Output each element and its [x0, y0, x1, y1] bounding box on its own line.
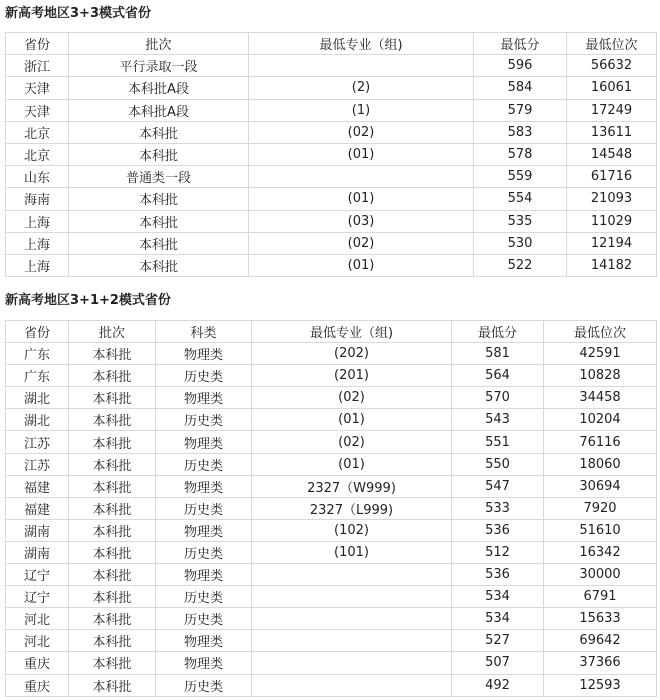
- table-cell: 广东: [6, 365, 69, 387]
- table-cell: 天津: [6, 99, 69, 121]
- table-3-3-provinces: [5, 32, 657, 277]
- table-cell: 本科批: [69, 475, 156, 497]
- table-cell: 福建: [6, 475, 69, 497]
- table-cell: 7920: [544, 497, 657, 519]
- table-cell: 物理类: [156, 652, 252, 674]
- table-row: [6, 630, 657, 652]
- table-cell: 河北: [6, 630, 69, 652]
- table-cell: 本科批: [69, 254, 249, 276]
- table-cell: [252, 630, 452, 652]
- table-cell: (202): [252, 343, 452, 365]
- table-cell: 42591: [544, 343, 657, 365]
- table-row: [6, 497, 657, 519]
- table-cell: (2): [249, 77, 474, 99]
- column-header: 批次: [69, 33, 249, 55]
- section-title-3-1-2: 新高考地区3+1+2模式省份: [5, 293, 171, 308]
- table-cell: 历史类: [156, 409, 252, 431]
- table-cell: 广东: [6, 343, 69, 365]
- table-cell: 本科批A段: [69, 99, 249, 121]
- table-cell: (01): [249, 143, 474, 165]
- table-cell: 564: [452, 365, 544, 387]
- table-cell: 本科批: [69, 630, 156, 652]
- table-cell: 河北: [6, 608, 69, 630]
- section-title-3-3: 新高考地区3+3模式省份: [5, 6, 151, 21]
- table-cell: [252, 608, 452, 630]
- table-cell: 本科批: [69, 121, 249, 143]
- table-cell: 16342: [544, 541, 657, 563]
- table-cell: 湖北: [6, 387, 69, 409]
- table-cell: 76116: [544, 431, 657, 453]
- column-header: 最低位次: [567, 33, 657, 55]
- column-header: 批次: [69, 321, 156, 343]
- table-cell: 570: [452, 387, 544, 409]
- column-header: 科类: [156, 321, 252, 343]
- table-cell: (201): [252, 365, 452, 387]
- table-cell: (02): [252, 387, 452, 409]
- table-cell: [252, 586, 452, 608]
- table-cell: 536: [452, 564, 544, 586]
- table-cell: 6791: [544, 586, 657, 608]
- table-cell: 北京: [6, 143, 69, 165]
- table-cell: 本科批: [69, 541, 156, 563]
- table-cell: 物理类: [156, 343, 252, 365]
- table-cell: [252, 564, 452, 586]
- table-row: [6, 652, 657, 674]
- table-cell: 11029: [567, 210, 657, 232]
- table-cell: 浙江: [6, 55, 69, 77]
- table-row: [6, 387, 657, 409]
- table-cell: 本科批: [69, 431, 156, 453]
- table-cell: 湖南: [6, 541, 69, 563]
- table-cell: 551: [452, 431, 544, 453]
- column-header: 省份: [6, 33, 69, 55]
- table-cell: 历史类: [156, 608, 252, 630]
- table-cell: 51610: [544, 519, 657, 541]
- table-cell: (01): [249, 254, 474, 276]
- table-cell: 12194: [567, 232, 657, 254]
- table-cell: 本科批: [69, 343, 156, 365]
- table-row: [6, 210, 657, 232]
- table-cell: 533: [452, 497, 544, 519]
- table-cell: 江苏: [6, 431, 69, 453]
- table-cell: 61716: [567, 166, 657, 188]
- table-header-row: [6, 33, 657, 55]
- table-cell: 湖北: [6, 409, 69, 431]
- column-header: 最低专业（组): [252, 321, 452, 343]
- table-cell: 17249: [567, 99, 657, 121]
- table-cell: (01): [249, 188, 474, 210]
- table-cell: 596: [474, 55, 567, 77]
- table-cell: 536: [452, 519, 544, 541]
- table-cell: 海南: [6, 188, 69, 210]
- table-cell: 本科批: [69, 210, 249, 232]
- table-cell: 554: [474, 188, 567, 210]
- table-cell: (02): [249, 121, 474, 143]
- table-cell: 583: [474, 121, 567, 143]
- table-cell: [249, 55, 474, 77]
- table-row: [6, 143, 657, 165]
- table-cell: 本科批: [69, 453, 156, 475]
- table-cell: 547: [452, 475, 544, 497]
- table-cell: 18060: [544, 453, 657, 475]
- table-header-row: [6, 321, 657, 343]
- table-cell: 历史类: [156, 365, 252, 387]
- table-row: [6, 166, 657, 188]
- table-row: [6, 232, 657, 254]
- table-row: [6, 254, 657, 276]
- table-row: [6, 475, 657, 497]
- table-cell: 30694: [544, 475, 657, 497]
- table-cell: (01): [252, 453, 452, 475]
- table-cell: 579: [474, 99, 567, 121]
- table-cell: 56632: [567, 55, 657, 77]
- table-cell: 物理类: [156, 475, 252, 497]
- table-cell: 物理类: [156, 431, 252, 453]
- table-cell: 辽宁: [6, 564, 69, 586]
- table-cell: 本科批: [69, 409, 156, 431]
- column-header: 省份: [6, 321, 69, 343]
- column-header: 最低分: [474, 33, 567, 55]
- table-cell: 530: [474, 232, 567, 254]
- table-cell: (02): [249, 232, 474, 254]
- table-cell: 本科批: [69, 365, 156, 387]
- table-row: [6, 564, 657, 586]
- table-cell: 历史类: [156, 586, 252, 608]
- table-cell: 14182: [567, 254, 657, 276]
- table-cell: 527: [452, 630, 544, 652]
- table-cell: [252, 652, 452, 674]
- table-cell: 534: [452, 608, 544, 630]
- table-cell: 15633: [544, 608, 657, 630]
- table-cell: 69642: [544, 630, 657, 652]
- table-cell: 物理类: [156, 519, 252, 541]
- table-row: [6, 55, 657, 77]
- table-cell: 上海: [6, 232, 69, 254]
- table-row: [6, 188, 657, 210]
- column-header: 最低专业（组): [249, 33, 474, 55]
- table-cell: 本科批: [69, 519, 156, 541]
- table-cell: 30000: [544, 564, 657, 586]
- table-cell: 物理类: [156, 630, 252, 652]
- table-cell: 13611: [567, 121, 657, 143]
- table-row: [6, 409, 657, 431]
- table-cell: 历史类: [156, 453, 252, 475]
- table-row: [6, 674, 657, 696]
- table-row: [6, 453, 657, 475]
- table-cell: 581: [452, 343, 544, 365]
- table-cell: 天津: [6, 77, 69, 99]
- table-cell: 本科批: [69, 564, 156, 586]
- table-cell: 历史类: [156, 497, 252, 519]
- table-cell: 本科批: [69, 232, 249, 254]
- table-cell: 山东: [6, 166, 69, 188]
- table-cell: (01): [252, 409, 452, 431]
- table-cell: 普通类一段: [69, 166, 249, 188]
- table-cell: 10828: [544, 365, 657, 387]
- table-cell: 21093: [567, 188, 657, 210]
- table-cell: 本科批: [69, 143, 249, 165]
- table-cell: [249, 166, 474, 188]
- table-row: [6, 121, 657, 143]
- table-cell: (02): [252, 431, 452, 453]
- table-row: [6, 586, 657, 608]
- table-cell: 重庆: [6, 674, 69, 696]
- table-cell: 物理类: [156, 564, 252, 586]
- table-cell: 534: [452, 586, 544, 608]
- table-row: [6, 77, 657, 99]
- table-cell: 本科批: [69, 608, 156, 630]
- table-cell: 平行录取一段: [69, 55, 249, 77]
- table-row: [6, 541, 657, 563]
- table-cell: [252, 674, 452, 696]
- table-cell: 湖南: [6, 519, 69, 541]
- table-cell: 37366: [544, 652, 657, 674]
- table-cell: 上海: [6, 210, 69, 232]
- table-cell: 2327（L999): [252, 497, 452, 519]
- table-cell: 本科批: [69, 674, 156, 696]
- table-cell: 江苏: [6, 453, 69, 475]
- table-cell: 2327（W999): [252, 475, 452, 497]
- table-cell: 本科批: [69, 652, 156, 674]
- table-row: [6, 343, 657, 365]
- table-cell: 34458: [544, 387, 657, 409]
- table-cell: 历史类: [156, 541, 252, 563]
- table-row: [6, 365, 657, 387]
- table-cell: 584: [474, 77, 567, 99]
- table-cell: 492: [452, 674, 544, 696]
- table-cell: 上海: [6, 254, 69, 276]
- table-row: [6, 99, 657, 121]
- column-header: 最低位次: [544, 321, 657, 343]
- table-cell: 14548: [567, 143, 657, 165]
- table-cell: (1): [249, 99, 474, 121]
- table-row: [6, 519, 657, 541]
- table-cell: 522: [474, 254, 567, 276]
- table-cell: (102): [252, 519, 452, 541]
- table-cell: 578: [474, 143, 567, 165]
- table-cell: 12593: [544, 674, 657, 696]
- table-cell: 辽宁: [6, 586, 69, 608]
- table-cell: 福建: [6, 497, 69, 519]
- table-cell: 本科批: [69, 586, 156, 608]
- table-cell: 512: [452, 541, 544, 563]
- table-cell: 北京: [6, 121, 69, 143]
- table-cell: 历史类: [156, 674, 252, 696]
- table-cell: 物理类: [156, 387, 252, 409]
- table-cell: 559: [474, 166, 567, 188]
- table-cell: 16061: [567, 77, 657, 99]
- table-cell: (101): [252, 541, 452, 563]
- table-cell: 本科批: [69, 387, 156, 409]
- table-row: [6, 608, 657, 630]
- table-3-1-2-provinces: [5, 320, 657, 697]
- table-cell: 543: [452, 409, 544, 431]
- column-header: 最低分: [452, 321, 544, 343]
- table-cell: 本科批A段: [69, 77, 249, 99]
- table-cell: 507: [452, 652, 544, 674]
- table-cell: 10204: [544, 409, 657, 431]
- table-cell: 535: [474, 210, 567, 232]
- table-cell: 重庆: [6, 652, 69, 674]
- table-cell: 本科批: [69, 188, 249, 210]
- table-row: [6, 431, 657, 453]
- table-cell: (03): [249, 210, 474, 232]
- table-cell: 550: [452, 453, 544, 475]
- table-cell: 本科批: [69, 497, 156, 519]
